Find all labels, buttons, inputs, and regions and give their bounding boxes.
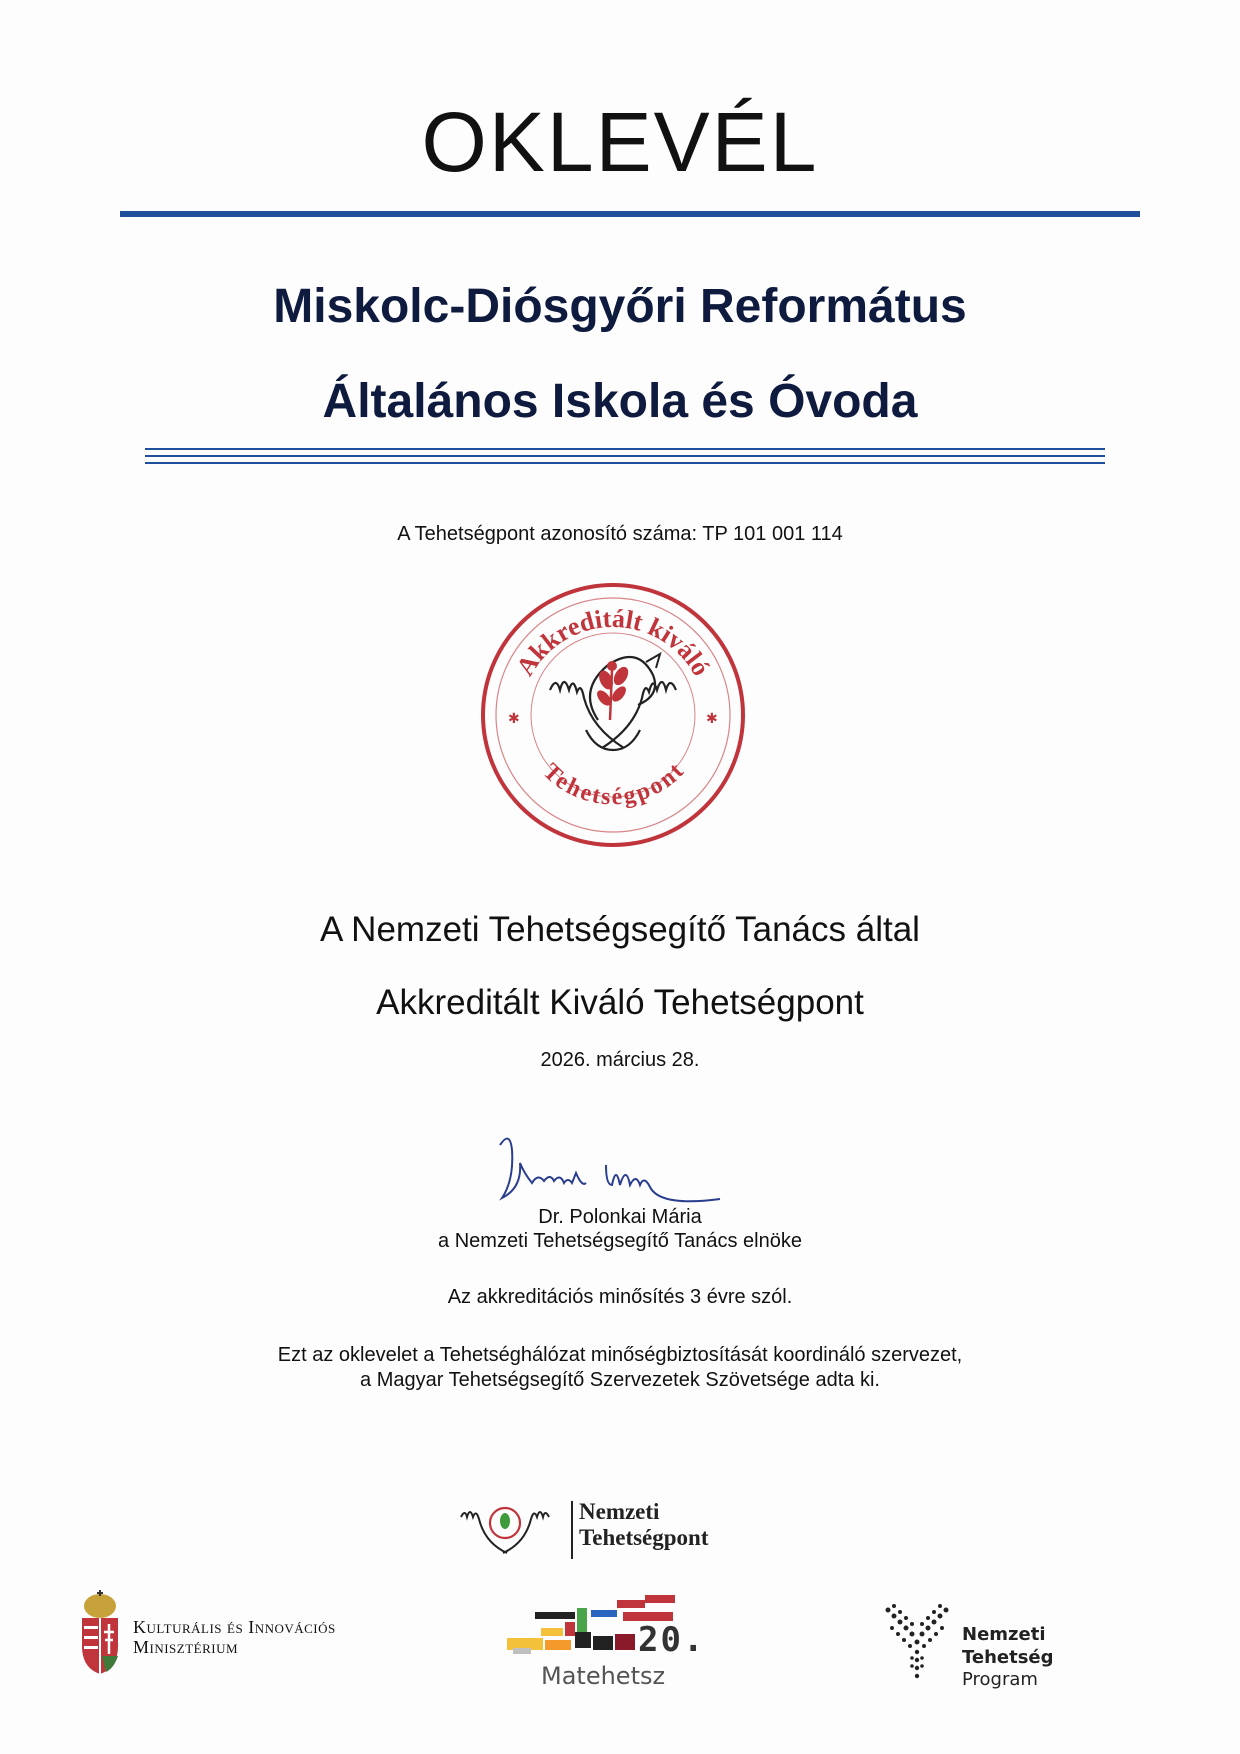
award-date: 2026. március 28. — [540, 1049, 700, 1071]
ntp-line1: Nemzeti Tehetség — [962, 1624, 1054, 1668]
award-title: Akkreditált Kiváló Tehetségpont — [376, 983, 864, 1022]
nt-logo-line2: Tehetségpont — [579, 1525, 709, 1551]
matehetsz-label: Matehetsz — [541, 1662, 666, 1690]
school-name-line2: Általános Iskola és Óvoda — [322, 375, 918, 428]
talent-point-id: A Tehetségpont azonosító száma: TP 101 001 114 — [397, 523, 843, 545]
matehetsz-logo — [505, 1590, 730, 1695]
seal-star-left: ✱ — [508, 710, 520, 726]
nemzeti-tehetsegpont-logo — [455, 1495, 785, 1565]
title-underline — [120, 211, 1140, 217]
signer-name: Dr. Polonkai Mária — [538, 1206, 702, 1228]
leaf-sprout-icon — [594, 661, 631, 708]
ntp-dots-icon — [882, 1600, 952, 1685]
signer-title: a Nemzeti Tehetségsegítő Tanács elnöke — [438, 1230, 802, 1252]
ministry-logo — [78, 1590, 398, 1680]
school-name-line1: Miskolc-Diósgyőri Református — [273, 280, 967, 333]
hands-logo-icon — [455, 1495, 555, 1565]
validity-text: Az akkreditációs minősítés 3 évre szól. — [447, 1286, 793, 1308]
seal-graphic — [478, 580, 748, 850]
matehetsz-20-mark: 20. — [638, 1620, 706, 1660]
signature-graphic — [480, 1125, 750, 1205]
signature — [480, 1125, 750, 1205]
triple-rule — [145, 448, 1105, 469]
seal-bottom-text: Tehetségpont — [537, 758, 689, 811]
issuer-line2: a Magyar Tehetségsegítő Szervezetek Szövetsége adta ki. — [360, 1369, 880, 1391]
ministry-line1: Kulturális és Innovációs — [133, 1617, 336, 1637]
awarded-by-text: A Nemzeti Tehetségsegítő Tanács által — [320, 910, 920, 949]
coat-of-arms-icon — [78, 1590, 122, 1676]
seal-top-text: Akkreditált kiváló — [510, 603, 716, 681]
certificate-title: OKLEVÉL — [421, 95, 819, 189]
accreditation-seal — [478, 580, 748, 850]
issuer-line1: Ezt az oklevelet a Tehetséghálózat minőségbiztosítását koordináló szervezet, — [277, 1344, 963, 1366]
ministry-line2: Minisztérium — [133, 1636, 239, 1657]
ntp-logo — [882, 1600, 1142, 1690]
ntp-line2: Program — [962, 1669, 1038, 1690]
hands-icon — [550, 682, 676, 750]
seal-star-right: ✱ — [706, 710, 718, 726]
nt-logo-line1: Nemzeti — [579, 1499, 660, 1524]
